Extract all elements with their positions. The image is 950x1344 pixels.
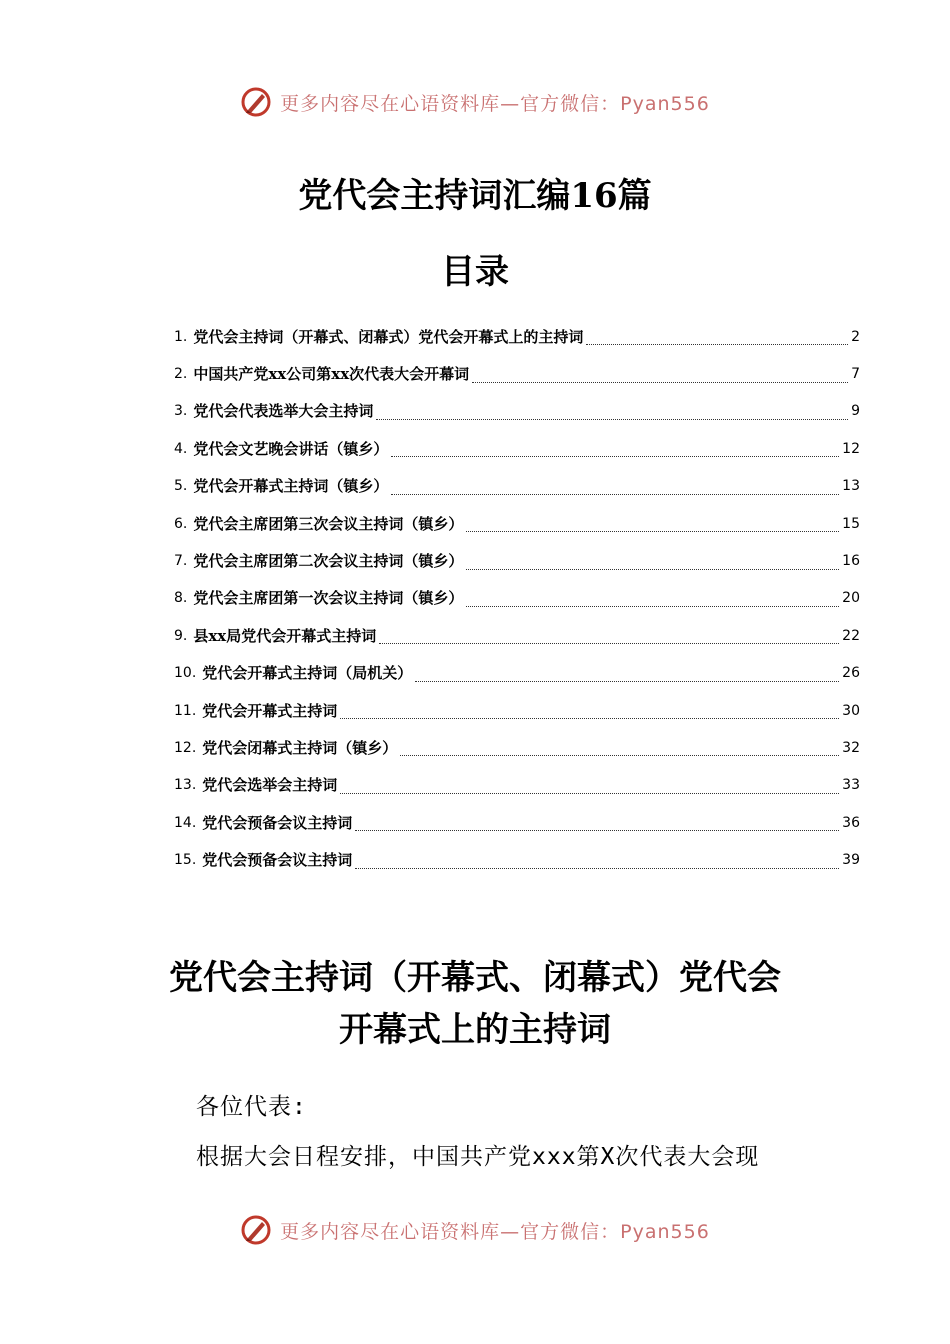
pen-logo-icon — [240, 1214, 272, 1246]
toc-entry-number: 14. — [174, 814, 197, 831]
toc-entry-page: 2 — [851, 328, 860, 345]
toc-entry-page: 22 — [842, 627, 860, 644]
toc-entry-page: 9 — [851, 403, 860, 420]
toc-dot-leader — [340, 781, 839, 794]
toc-entry[interactable] — [174, 318, 860, 355]
watermark-text: 更多内容尽在心语资料库—官方微信：Pyan556 — [280, 1220, 710, 1243]
toc-dot-leader — [466, 594, 839, 607]
toc-entry[interactable] — [174, 542, 860, 579]
toc-entry-page: 16 — [842, 553, 860, 570]
toc-entry-title[interactable]: 党代会主席团第一次会议主持词（镇乡） — [193, 589, 464, 608]
toc-entry[interactable] — [174, 841, 860, 878]
toc-dot-leader — [340, 706, 839, 719]
toc-entry-number: 11. — [174, 702, 197, 719]
watermark-banner-bottom — [0, 1210, 950, 1250]
toc-entry-number: 1. — [174, 328, 188, 345]
toc-entry-page: 13 — [842, 478, 860, 495]
toc-entry-number: 6. — [174, 515, 188, 532]
toc-dot-leader — [355, 818, 839, 831]
toc-entry-page: 33 — [842, 777, 860, 794]
toc-entry-page: 12 — [842, 440, 860, 457]
toc-entry[interactable] — [174, 580, 860, 617]
toc-entry-title[interactable]: 党代会开幕式主持词 — [202, 701, 338, 720]
toc-dot-leader — [355, 856, 839, 869]
toc-dot-leader — [379, 631, 839, 644]
toc-entry-title[interactable]: 党代会文艺晚会讲话（镇乡） — [193, 439, 389, 458]
toc-dot-leader — [466, 557, 839, 570]
toc-dot-leader — [586, 332, 848, 345]
toc-entry-page: 20 — [842, 590, 860, 607]
toc-entry-page: 39 — [842, 852, 860, 869]
toc-entry-page: 30 — [842, 702, 860, 719]
toc-entry-number: 7. — [174, 553, 188, 570]
watermark-banner-top — [0, 82, 950, 122]
toc-entry-page: 32 — [842, 739, 860, 756]
toc-entry[interactable] — [174, 655, 860, 692]
toc-entry-title[interactable]: 党代会主席团第二次会议主持词（镇乡） — [193, 552, 464, 571]
toc-entry-number: 13. — [174, 777, 197, 794]
document-title: 党代会主持词汇编16篇 — [298, 176, 652, 216]
toc-entry-page: 36 — [842, 814, 860, 831]
table-of-contents — [174, 318, 860, 879]
toc-entry-page: 26 — [842, 665, 860, 682]
toc-entry[interactable] — [174, 692, 860, 729]
toc-entry-title[interactable]: 党代会代表选举大会主持词 — [193, 402, 374, 421]
toc-entry-number: 5. — [174, 478, 188, 495]
toc-dot-leader — [376, 407, 848, 420]
toc-entry-number: 12. — [174, 739, 197, 756]
body-paragraph: 根据大会日程安排，中国共产党xxx第X次代表大会现 — [196, 1144, 760, 1170]
section-title — [0, 952, 950, 1056]
toc-dot-leader — [391, 482, 839, 495]
toc-entry-title[interactable]: 党代会闭幕式主持词（镇乡） — [202, 738, 398, 757]
toc-entry[interactable] — [174, 505, 860, 542]
toc-entry-page: 7 — [851, 366, 860, 383]
toc-entry-number: 10. — [174, 665, 197, 682]
toc-dot-leader — [415, 669, 839, 682]
toc-entry-title[interactable]: 中国共产党xx公司第xx次代表大会开幕词 — [193, 365, 470, 384]
toc-dot-leader — [400, 743, 839, 756]
pen-logo-icon — [240, 86, 272, 118]
toc-entry[interactable] — [174, 393, 860, 430]
toc-entry-title[interactable]: 党代会主席团第三次会议主持词（镇乡） — [193, 514, 464, 533]
toc-entry[interactable] — [174, 767, 860, 804]
toc-dot-leader — [391, 444, 839, 457]
toc-heading: 目录 — [441, 252, 509, 292]
toc-entry-page: 15 — [842, 515, 860, 532]
toc-entry-title[interactable]: 党代会主持词（开幕式、闭幕式）党代会开幕式上的主持词 — [193, 327, 584, 346]
section-title-line-1: 党代会主持词（开幕式、闭幕式）党代会 — [169, 958, 781, 998]
toc-entry[interactable] — [174, 729, 860, 766]
greeting-text: 各位代表: — [196, 1094, 307, 1120]
toc-entry[interactable] — [174, 804, 860, 841]
toc-entry-number: 4. — [174, 440, 188, 457]
toc-entry-title[interactable]: 党代会预备会议主持词 — [202, 851, 353, 870]
toc-entry[interactable] — [174, 355, 860, 392]
toc-entry-number: 3. — [174, 403, 188, 420]
toc-entry[interactable] — [174, 430, 860, 467]
watermark-text: 更多内容尽在心语资料库—官方微信：Pyan556 — [280, 92, 710, 115]
toc-entry-title[interactable]: 党代会选举会主持词 — [202, 776, 338, 795]
toc-entry-title[interactable]: 党代会开幕式主持词（局机关） — [202, 664, 413, 683]
toc-dot-leader — [472, 370, 848, 383]
toc-entry[interactable] — [174, 468, 860, 505]
toc-entry-number: 9. — [174, 627, 188, 644]
toc-dot-leader — [466, 519, 839, 532]
toc-entry-title[interactable]: 县xx局党代会开幕式主持词 — [193, 626, 377, 645]
section-title-line-2: 开幕式上的主持词 — [339, 1010, 611, 1050]
toc-entry-title[interactable]: 党代会开幕式主持词（镇乡） — [193, 477, 389, 496]
toc-entry-number: 2. — [174, 366, 188, 383]
toc-entry-number: 15. — [174, 852, 197, 869]
toc-entry-title[interactable]: 党代会预备会议主持词 — [202, 813, 353, 832]
toc-entry-number: 8. — [174, 590, 188, 607]
toc-entry[interactable] — [174, 617, 860, 654]
